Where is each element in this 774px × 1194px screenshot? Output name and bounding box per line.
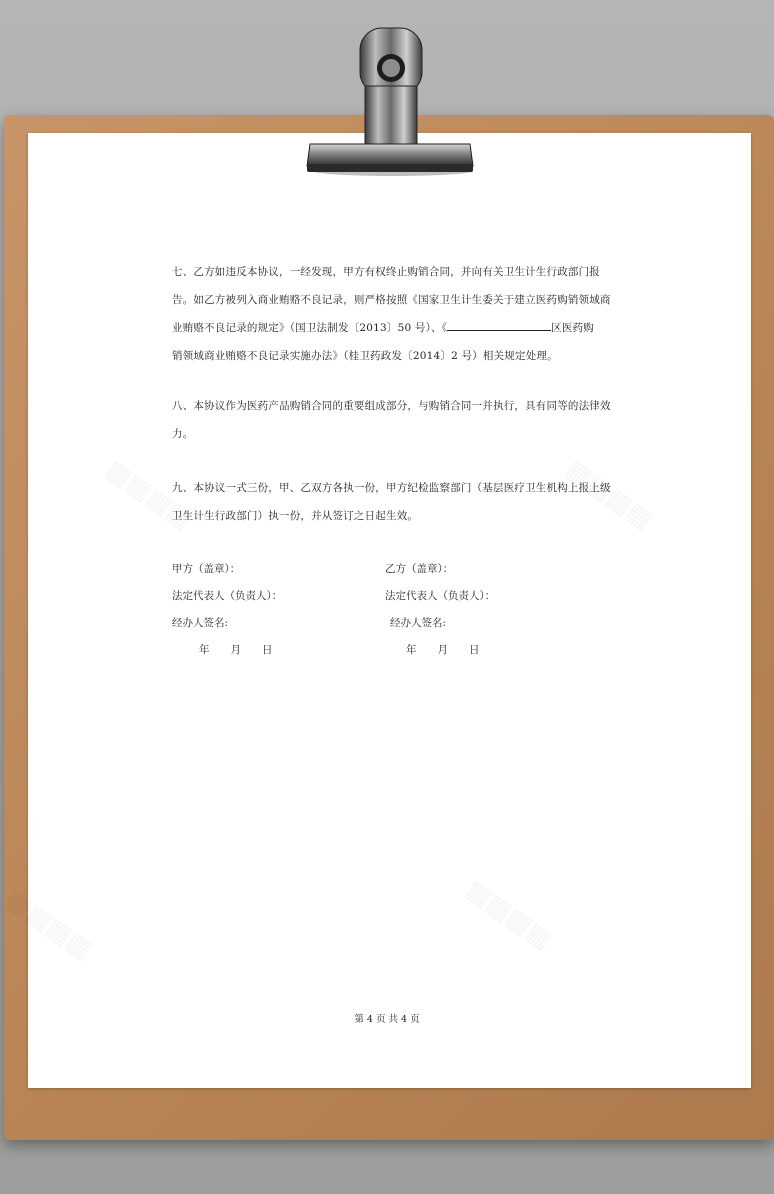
party-b-date-label: 年 月 日	[406, 644, 480, 656]
paragraph-line-part: 业贿赂不良记录的规定》（国卫法制发〔2013〕50 号）、《	[172, 322, 448, 334]
party-a-seal-label: 甲方（盖章）：	[172, 563, 241, 575]
party-b-rep-label: 法定代表人（负责人）：	[385, 590, 496, 602]
paragraph-line: 七、乙方如违反本协议，一经发现，甲方有权终止购销合同，并向有关卫生计生行政部门报	[172, 266, 600, 278]
paragraph-line: 告。如乙方被列入商业贿赂不良记录，则严格按照《国家卫生计生委关于建立医药购销领域商	[172, 294, 611, 306]
paragraph-9	[172, 474, 612, 530]
paragraph-7	[172, 258, 612, 370]
paragraph-line	[172, 314, 612, 342]
party-b-agent-label: 经办人签名:	[390, 617, 447, 629]
paragraph-8	[172, 392, 612, 448]
party-a-rep-label: 法定代表人（负责人）：	[172, 590, 283, 602]
paragraph-line: 销领域商业贿赂不良记录实施办法》（桂卫药政发〔2014〕2 号）相关规定处理。	[172, 350, 558, 362]
paragraph-line: 力。	[172, 428, 194, 440]
fill-blank	[447, 320, 551, 331]
binder-clip-icon	[305, 26, 475, 176]
party-b-seal-label: 乙方（盖章）：	[385, 563, 454, 575]
paragraph-line-part: 区医药购	[551, 322, 594, 334]
paragraph-line: 九、本协议一式三份，甲、乙双方各执一份，甲方纪检监察部门（基层医疗卫生机构上报上级	[172, 482, 611, 494]
page-number-footer: 第 4 页 共 4 页	[354, 1014, 420, 1025]
party-a-date-label: 年 月 日	[199, 644, 273, 656]
paragraph-line: 卫生计生行政部门）执一份，并从签订之日起生效。	[172, 510, 419, 522]
party-a-agent-label: 经办人签名:	[172, 617, 229, 629]
paragraph-line: 八、本协议作为医药产品购销合同的重要组成部分，与购销合同一并执行，具有同等的法律效	[172, 400, 611, 412]
